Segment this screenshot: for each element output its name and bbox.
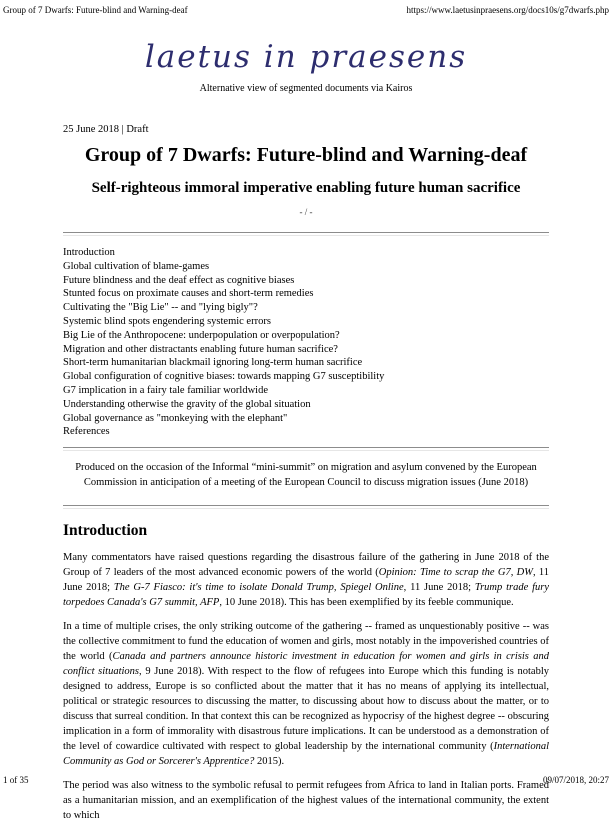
toc-item: G7 implication in a fairy tale familiar worldwide	[63, 385, 268, 397]
print-header-url: https://www.laetusinpraesens.org/docs10s/g7dwarfs.php	[406, 5, 609, 15]
toc-item: Systemic blind spots engendering systemic errors	[63, 316, 271, 328]
production-note: Produced on the occasion of the Informal “mini-summit” on migration and asylum convened by the European Commission in anticipation of a meeting of the European Council to discuss migration issues (June 2018)	[75, 462, 537, 489]
print-footer	[3, 775, 609, 785]
title-separator: - / -	[299, 207, 313, 218]
toc-item: Global configuration of cognitive biases: towards mapping G7 susceptibility	[63, 371, 385, 383]
section-heading-introduction: Introduction	[63, 522, 148, 540]
toc-item: Understanding otherwise the gravity of the global situation	[63, 398, 311, 410]
table-of-contents	[63, 246, 549, 439]
page-subtitle: Self-righteous immoral imperative enabling future human sacrifice	[91, 180, 521, 197]
print-footer-timestamp: 09/07/2018, 20:27	[542, 775, 609, 785]
intro-paragraph-3: The period was also witness to the symbolic refusal to permit refugees from Africa to land in Italian ports. Framed as a humanitarian mission, and an exemplification of the highest values of the international community, the extent to which	[63, 780, 549, 822]
article	[63, 124, 549, 823]
toc-item: References	[63, 426, 110, 438]
intro-paragraph-1: Many commentators have raised questions regarding the disastrous failure of the gathering in June 2018 of the Group of 7 leaders of the most advanced economic powers of the world (Opinion: Time to scrap the G7, DW, 11 June 2018; The G-7 Fiasco: it's time to isolate Donald Trump, Spiegel Online, 11 June 2018; Trump trade fury torpedoes Canada's G7 summit, AFP, 10 June 2018). This has been exemplified by its feeble communique.	[63, 552, 549, 609]
divider-above-note	[63, 447, 549, 451]
toc-item: Migration and other distractants enabling future human sacrifice?	[63, 343, 338, 355]
toc-item: Cultivating the "Big Lie" -- and "lying bigly"?	[63, 302, 258, 314]
print-header	[3, 5, 609, 15]
page-title: Group of 7 Dwarfs: Future-blind and Warning-deaf	[84, 144, 528, 167]
toc-item: Future blindness and the deaf effect as cognitive biases	[63, 274, 295, 286]
site-logo: laetus in praesens	[144, 39, 468, 75]
print-header-title: Group of 7 Dwarfs: Future-blind and Warning-deaf	[3, 5, 188, 15]
toc-item: Big Lie of the Anthropocene: underpopulation or overpopulation?	[63, 329, 340, 341]
toc-item: Stunted focus on proximate causes and short-term remedies	[63, 288, 314, 300]
toc-item: Global cultivation of blame-games	[63, 260, 210, 272]
toc-item: Introduction	[63, 247, 115, 259]
toc-item: Global governance as "monkeying with the elephant"	[63, 412, 288, 424]
site-tagline: Alternative view of segmented documents via Kairos	[199, 83, 413, 95]
dateline: 25 June 2018 | Draft	[63, 124, 149, 136]
print-footer-page-number: 1 of 35	[3, 775, 29, 785]
toc-item: Short-term humanitarian blackmail ignoring long-term human sacrifice	[63, 357, 363, 369]
divider-top-of-toc	[63, 232, 549, 236]
divider-below-note	[63, 505, 549, 509]
intro-paragraph-2: In a time of multiple crises, the only striking outcome of the gathering -- framed as unquestionably positive -- was the collective commitment to fund the education of women and girls, most notably in the impoverished countries of the world (Canada and partners announce historic investment in education for women and girls in crisis and conflict situations, 9 June 2018). With respect to the flow of refugees into Europe which this funding is notably designed to address, Europe is so conflicted about the matter that it has no means of applying its intellectual, political or strategic resources to discussing the matter, to discussing about how to discuss about the matter, or to discuss that surreal condition. In that context this can be recognized as hypocrisy of the highest degree -- obscuring implication in a form of immorality with disastrous future implications. It can be understood as a demonstration of the level of cowardice cultivated with respect to global leadership by the international community (International Community as God or Sorcerer's Apprentice? 2015).	[63, 621, 549, 768]
